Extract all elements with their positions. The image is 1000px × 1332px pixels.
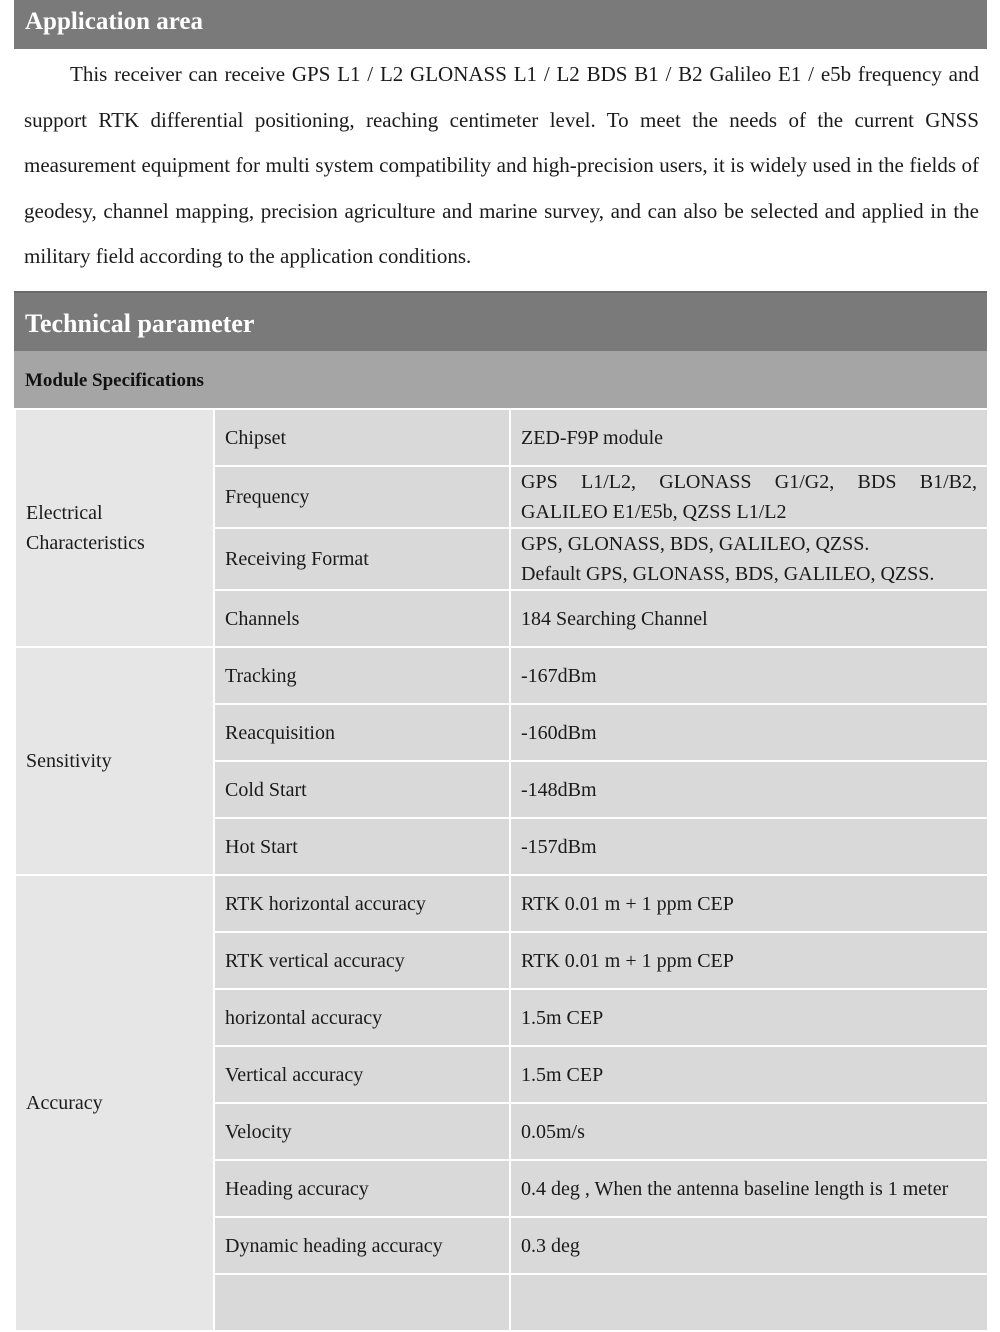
param-value: -148dBm <box>510 761 988 818</box>
group-label-sensitivity: Sensitivity <box>15 647 214 875</box>
group-label-line: Electrical <box>26 502 103 524</box>
specifications-table <box>14 408 989 1332</box>
param-value: GPS L1/L2, GLONASS G1/G2, BDS B1/B2, GALILEO E1/E5b, QZSS L1/L2 <box>510 466 988 528</box>
table-row <box>15 875 988 932</box>
param-name: Channels <box>214 590 510 647</box>
param-name: Tracking <box>214 647 510 704</box>
param-name: Receiving Format <box>214 528 510 590</box>
group-label-electrical <box>15 409 214 647</box>
application-area-header: Application area <box>14 0 987 49</box>
module-specifications-header: Module Specifications <box>14 351 987 408</box>
group-label-line: Characteristics <box>26 532 145 554</box>
param-name: Dynamic heading accuracy <box>214 1217 510 1274</box>
param-value <box>510 528 988 590</box>
param-name: Velocity <box>214 1103 510 1160</box>
param-value: -167dBm <box>510 647 988 704</box>
param-value: 0.3 deg <box>510 1217 988 1274</box>
param-value: -160dBm <box>510 704 988 761</box>
param-value: 184 Searching Channel <box>510 590 988 647</box>
param-value: 1.5m CEP <box>510 1046 988 1103</box>
param-name: Reacquisition <box>214 704 510 761</box>
param-value-line: GPS, GLONASS, BDS, GALILEO, QZSS. <box>521 533 870 555</box>
param-name: Vertical accuracy <box>214 1046 510 1103</box>
param-name: Frequency <box>214 466 510 528</box>
param-name: Chipset <box>214 409 510 466</box>
application-area-paragraph: This receiver can receive GPS L1 / L2 GLONASS L1 / L2 BDS B1 / B2 Galileo E1 / e5b frequency and support RTK differential positioning, reaching centimeter level. To meet the needs of the current GNSS measurement equipment for multi system compatibility and high-precision users, it is widely used in the fields of geodesy, channel mapping, precision agriculture and marine survey, and can also be selected and applied in the military field according to the application conditions. <box>24 62 979 268</box>
param-name <box>214 1274 510 1331</box>
param-name: Heading accuracy <box>214 1160 510 1217</box>
param-value <box>510 1274 988 1331</box>
param-value-line: Default GPS, GLONASS, BDS, GALILEO, QZSS. <box>521 563 935 585</box>
group-label-accuracy: Accuracy <box>15 875 214 1331</box>
param-value: 0.4 deg , When the antenna baseline length is 1 meter <box>510 1160 988 1217</box>
param-name: horizontal accuracy <box>214 989 510 1046</box>
param-name: Hot Start <box>214 818 510 875</box>
param-name: RTK horizontal accuracy <box>214 875 510 932</box>
param-value: -157dBm <box>510 818 988 875</box>
param-value: RTK 0.01 m + 1 ppm CEP <box>510 875 988 932</box>
param-value: ZED-F9P module <box>510 409 988 466</box>
table-row <box>15 647 988 704</box>
table-row <box>15 409 988 466</box>
param-name: Cold Start <box>214 761 510 818</box>
technical-parameter-header: Technical parameter <box>14 291 987 351</box>
param-value: 1.5m CEP <box>510 989 988 1046</box>
param-value: RTK 0.01 m + 1 ppm CEP <box>510 932 988 989</box>
param-name: RTK vertical accuracy <box>214 932 510 989</box>
param-value: 0.05m/s <box>510 1103 988 1160</box>
